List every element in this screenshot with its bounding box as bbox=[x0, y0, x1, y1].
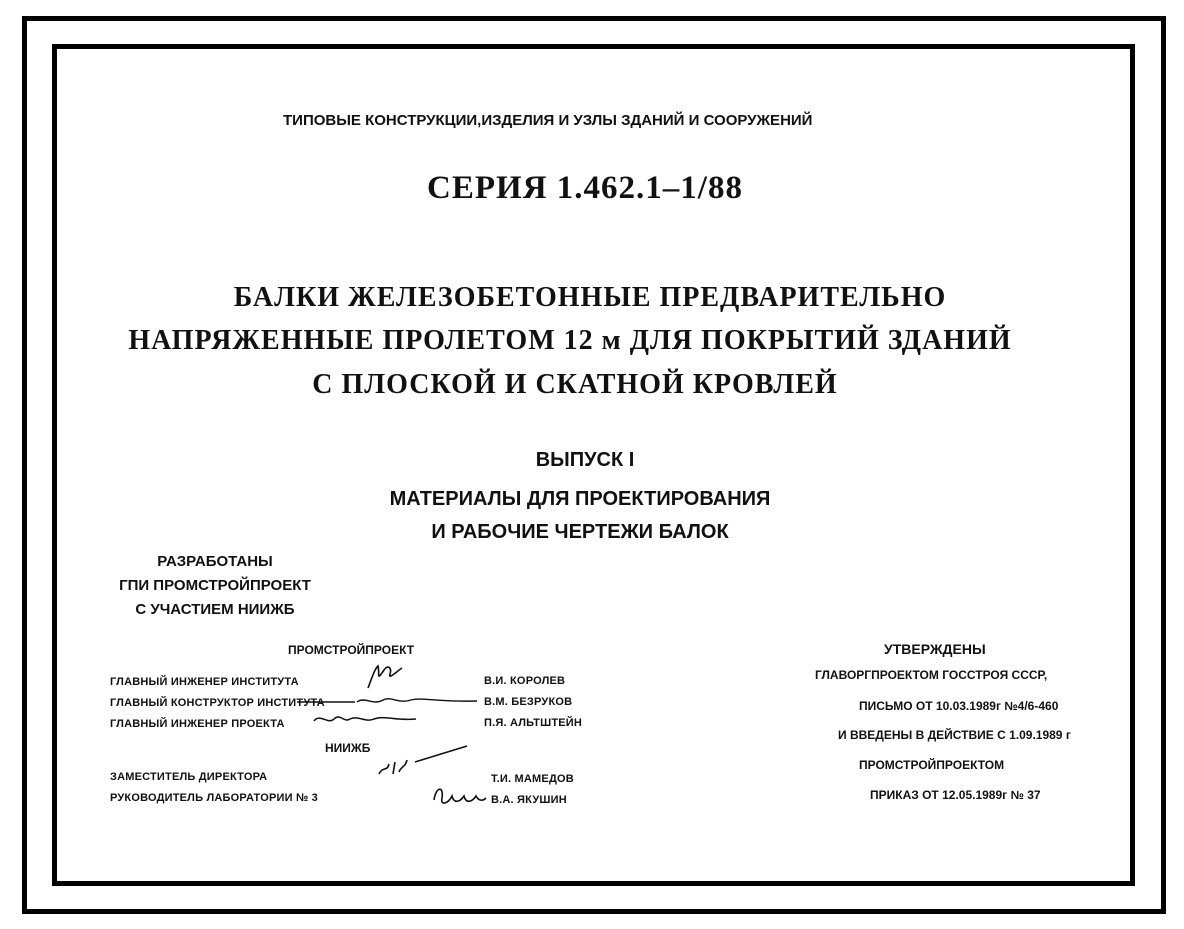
approved-line-5: ПРИКАЗ ОТ 12.05.1989г № 37 bbox=[870, 788, 1041, 802]
issue-desc-1: МАТЕРИАЛЫ ДЛЯ ПРОЕКТИРОВАНИЯ bbox=[389, 488, 771, 510]
approved-heading: УТВЕРЖДЕНЫ bbox=[884, 641, 986, 657]
niizhb-position-2: РУКОВОДИТЕЛЬ ЛАБОРАТОРИИ № 3 bbox=[110, 792, 318, 804]
signature-mamedov bbox=[375, 742, 475, 782]
developed-line-2: ГПИ ПРОМСТРОЙПРОЕКТ bbox=[119, 577, 311, 594]
niizhb-name-1: Т.И. МАМЕДОВ bbox=[491, 773, 574, 785]
developed-line-1: РАЗРАБОТАНЫ bbox=[157, 553, 273, 570]
signature-bezrukov bbox=[295, 694, 480, 710]
top-line: ТИПОВЫЕ КОНСТРУКЦИИ,ИЗДЕЛИЯ И УЗЛЫ ЗДАНИЙ И СООРУЖЕНИЙ bbox=[283, 112, 813, 129]
series-title: СЕРИЯ 1.462.1–1/88 bbox=[427, 170, 743, 206]
niizhb-name-2: В.А. ЯКУШИН bbox=[491, 794, 567, 806]
promstroy-name-3: П.Я. АЛЬТШТЕЙН bbox=[484, 717, 583, 729]
signature-korolev bbox=[360, 660, 410, 694]
developed-line-3: С УЧАСТИЕМ НИИЖБ bbox=[135, 601, 295, 618]
promstroy-position-3: ГЛАВНЫЙ ИНЖЕНЕР ПРОЕКТА bbox=[110, 718, 285, 730]
promstroy-name-1: В.И. КОРОЛЕВ bbox=[484, 675, 566, 687]
title-line-3: С ПЛОСКОЙ И СКАТНОЙ КРОВЛЕЙ bbox=[312, 369, 838, 400]
issue-label: ВЫПУСК I bbox=[535, 449, 635, 471]
approved-line-2: ПИСЬМО ОТ 10.03.1989г №4/6-460 bbox=[859, 699, 1059, 713]
promstroy-name-2: В.М. БЕЗРУКОВ bbox=[484, 696, 573, 708]
promstroy-heading: ПРОМСТРОЙПРОЕКТ bbox=[288, 643, 415, 657]
title-line-2: НАПРЯЖЕННЫЕ ПРОЛЕТОМ 12 м ДЛЯ ПОКРЫТИЙ ЗДАНИЙ bbox=[128, 325, 1012, 356]
promstroy-position-2: ГЛАВНЫЙ КОНСТРУКТОР ИНСТИТУТА bbox=[110, 697, 325, 709]
approved-line-3: И ВВЕДЕНЫ В ДЕЙСТВИЕ С 1.09.1989 г bbox=[838, 728, 1071, 742]
approved-line-1: ГЛАВОРГПРОЕКТОМ ГОССТРОЯ СССР, bbox=[815, 668, 1048, 682]
promstroy-position-1: ГЛАВНЫЙ ИНЖЕНЕР ИНСТИТУТА bbox=[110, 676, 299, 688]
issue-desc-2: И РАБОЧИЕ ЧЕРТЕЖИ БАЛОК bbox=[431, 521, 729, 543]
niizhb-position-1: ЗАМЕСТИТЕЛЬ ДИРЕКТОРА bbox=[110, 771, 268, 783]
signature-yakushin bbox=[430, 780, 490, 810]
title-line-1: БАЛКИ ЖЕЛЕЗОБЕТОННЫЕ ПРЕДВАРИТЕЛЬНО bbox=[233, 282, 947, 313]
signature-altshtein bbox=[310, 711, 420, 729]
niizhb-heading: НИИЖБ bbox=[325, 741, 371, 755]
approved-line-4: ПРОМСТРОЙПРОЕКТОМ bbox=[859, 758, 1005, 772]
